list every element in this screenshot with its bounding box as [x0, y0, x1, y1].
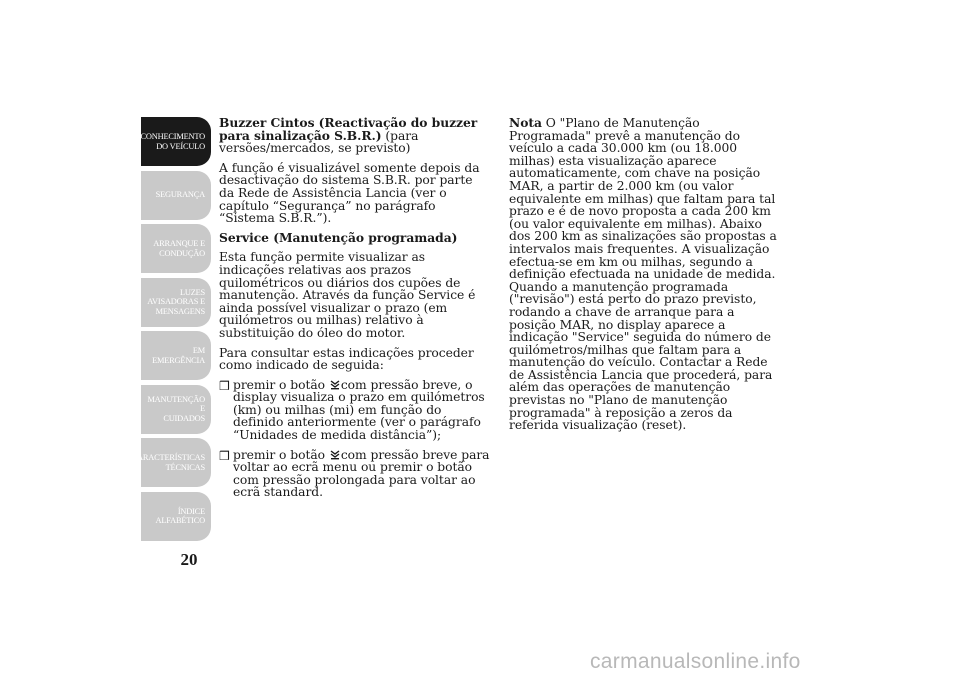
- tab-arranque-e-conducao[interactable]: ARRANQUE E CONDUÇÃO: [141, 224, 211, 273]
- tab-manutencao-e-cuidados[interactable]: MANUTENÇÃO E CUIDADOS: [141, 385, 211, 434]
- bullet2-text-a: premir o botão: [233, 447, 329, 462]
- buzzer-text: A função é visualizável somente depois da desactivação do sistema S.B.R. por parte da Rede de Assistência Lancia (ver o capítulo “Segurança” no parágrafo “Sistema S.B.R.”).: [219, 160, 480, 226]
- menu-button-icon: [330, 449, 340, 460]
- buzzer-title: Buzzer Cintos (Reactivação do buzzer para sinalização S.B.R.): [219, 115, 478, 143]
- watermark: carmanualsonline.info: [590, 650, 801, 673]
- nota-text: O "Plano de Manutenção Programada" prevê a manutenção do veículo a cada 30.000 km (ou 18.000 milhas) esta visualização aparece automaticamente, com chave na posição MAR, a partir de 2.000 km (ou valor equivalente em milhas) que faltam para tal prazo e é de novo proposta a cada 200 km (ou valor equivalente em milhas). Abaixo dos 200 km as sinalizações são propostas a intervalos mais frequentes. A visualização efectua-se em km ou milhas, segundo a definição efectuada na unidade de medida. Quando a manutenção programada ("revisão") está perto do prazo previsto, rodando a chave de arranque para a posição MAR, no display aparece a indicação "Service" seguida do número de quilómetros/milhas que faltam para a manutenção do veículo. Contactar a Rede de Assistência Lancia que procederá, para além das operações de manutenção previstas no "Plano de manutenção programada" à reposição a zeros da referida visualização (reset).: [509, 116, 777, 433]
- tab-luzes-avisadoras[interactable]: LUZES AVISADORAS E MENSAGENS: [141, 278, 211, 327]
- menu-button-icon: [330, 379, 340, 390]
- tab-seguranca[interactable]: SEGURANÇA: [141, 171, 211, 220]
- buzzer-heading: [219, 117, 491, 155]
- bullet2-text-b: com pressão breve para voltar ao ecrã menu ou premir o botão com pressão prolongada para voltar ao ecrã standard.: [233, 447, 490, 500]
- bullet1-text-a: premir o botão: [233, 377, 329, 392]
- bullet1-text-b: com pressão breve, o display visualiza o prazo em quilómetros (km) ou milhas (mi) em função do definido anteriormente (ver o parágrafo “Unidades de medida distância”);: [233, 377, 485, 443]
- consult-text: Para consultar estas indicações proceder como indicado de seguida:: [219, 345, 474, 373]
- right-column: [509, 117, 783, 439]
- tab-indice-alfabetico[interactable]: ÍNDICE ALFABÉTICO: [141, 492, 211, 541]
- service-title: Service (Manutenção programada): [219, 229, 458, 245]
- checkbox-bullet-icon: ❒: [219, 378, 230, 393]
- page-number: 20: [180, 550, 198, 569]
- nota-paragraph: [509, 117, 783, 432]
- tab-conhecimento-do-veiculo[interactable]: CONHECIMENTO DO VEÍCULO: [141, 117, 211, 166]
- list-item: [219, 379, 491, 442]
- service-text: Esta função permite visualizar as indicações relativas aos prazos quilométricos ou diários dos cupões de manutenção. Através da função Service é ainda possível visualizar o prazo (em quilómetros ou milhas) relativo à substituição do óleo do motor.: [219, 250, 476, 340]
- tab-em-emergencia[interactable]: EM EMERGÊNCIA: [141, 331, 211, 380]
- chapter-tabs: [131, 117, 211, 545]
- list-item: [219, 449, 491, 499]
- checkbox-bullet-icon: ❒: [219, 448, 230, 463]
- left-column: [219, 117, 491, 506]
- nota-label: Nota: [509, 115, 542, 130]
- buzzer-note: (para versões/mercados, se previsto): [219, 128, 419, 156]
- tab-caracteristicas-tecnicas[interactable]: CARACTERÍSTICAS TÉCNICAS: [141, 438, 211, 487]
